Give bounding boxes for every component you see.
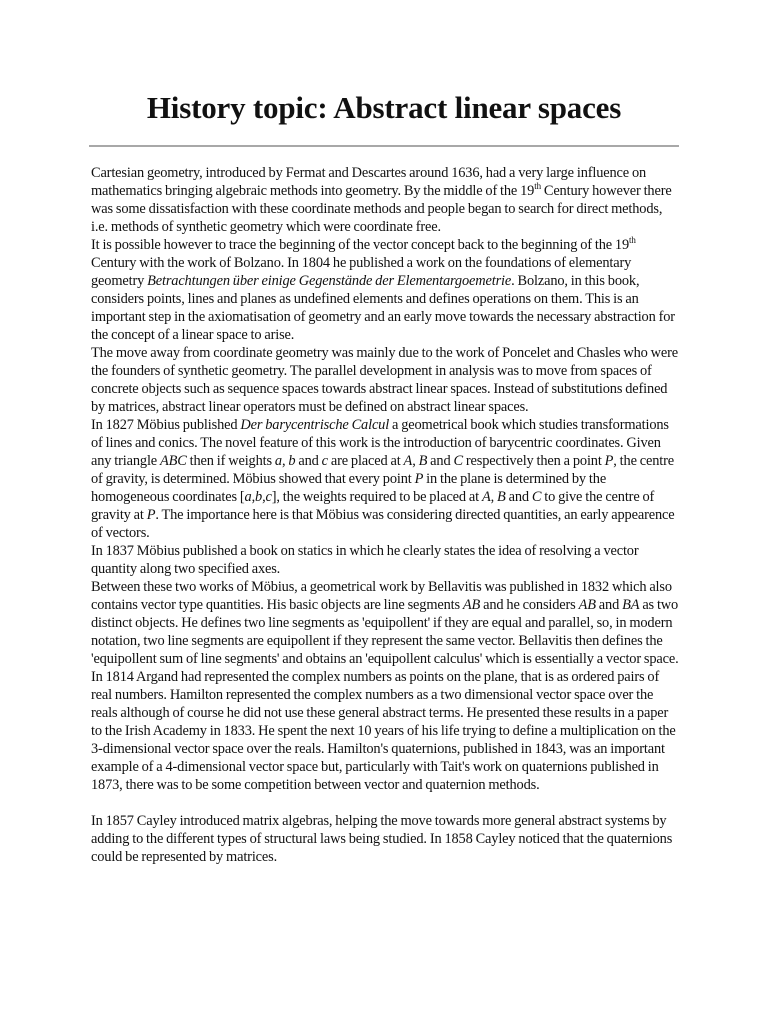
title-divider: [89, 145, 679, 147]
paragraph-3: The move away from coordinate geometry was mainly due to the work of Poncelet and Chasles who were the founders of synthetic geometry. The parallel development in analysis was to move from spaces of concrete objects such as sequence spaces towards abstract linear spaces. Instead of substitutions defined by matrices, abstract linear operators must be defined on abstract linear spaces.: [91, 345, 679, 415]
page-title: History topic: Abstract linear spaces: [146, 90, 622, 125]
paragraph-7: In 1814 Argand had represented the complex numbers as points on the plane, that is as ordered pairs of real numbers. Hamilton represented the complex numbers as a two dimensional vector space over the reals although of course he did not use these general abstract terms. He presented these results in a paper to the Irish Academy in 1833. He spent the next 10 years of his life trying to define a multiplication on the 3-dimensional vector space over the reals. Hamilton's quaternions, published in 1843, was an important example of a 4-dimensional vector space but, particularly with Tait's work on quaternions published in 1873, there was to be some competition between vector and quaternion methods.: [91, 669, 676, 793]
paragraph-4: In 1827 Möbius published Der barycentrische Calcul a geometrical book which studies transformations of lines and conics. The novel feature of this work is the introduction of barycentric coordinates. Given any triangle ABC then if weights a, b and c are placed at A, B and C respectively then a point P, the centre of gravity, is determined. Möbius showed that every point P in the plane is determined by the homogeneous coordinates [a,b,c], the weights required to be placed at A, B and C to give the centre of gravity at P. The importance here is that Möbius was considering directed quantities, an early appearence of vectors.: [91, 417, 675, 541]
paragraph-5: In 1837 Möbius published a book on statics in which he clearly states the idea of resolving a vector quantity along two specified axes.: [91, 543, 639, 577]
paragraph-1: Cartesian geometry, introduced by Fermat and Descartes around 1636, had a very large influence on mathematics bringing algebraic methods into geometry. By the middle of the 19th Century however there was some dissatisfaction with these coordinate methods and people began to search for direct methods, i.e. methods of synthetic geometry which were coordinate free.: [91, 165, 672, 235]
document-body: [91, 164, 681, 866]
paragraph-6: Between these two works of Möbius, a geometrical work by Bellavitis was published in 1832 which also contains vector type quantities. His basic objects are line segments AB and he considers AB and BA as two distinct objects. He defines two line segments as 'equipollent' if they are equal and parallel, so, in modern notation, two line segments are equipollent if they represent the same vector. Bellavitis then defines the 'equipollent sum of line segments' and obtains an 'equipollent calculus' which is essentially a vector space.: [91, 579, 679, 667]
paragraph-8: In 1857 Cayley introduced matrix algebras, helping the move towards more general abstract systems by adding to the different types of structural laws being studied. In 1858 Cayley noticed that the quaternions could be represented by matrices.: [91, 813, 673, 865]
paragraph-2: It is possible however to trace the beginning of the vector concept back to the beginning of the 19th Century with the work of Bolzano. In 1804 he published a work on the foundations of elementary geometry Betrachtungen über einige Gegenstände der Elementargoemetrie. Bolzano, in this book, considers points, lines and planes as undefined elements and defines operations on them. This is an important step in the axiomatisation of geometry and an early move towards the necessary abstraction for the concept of a linear space to arise.: [91, 235, 675, 343]
